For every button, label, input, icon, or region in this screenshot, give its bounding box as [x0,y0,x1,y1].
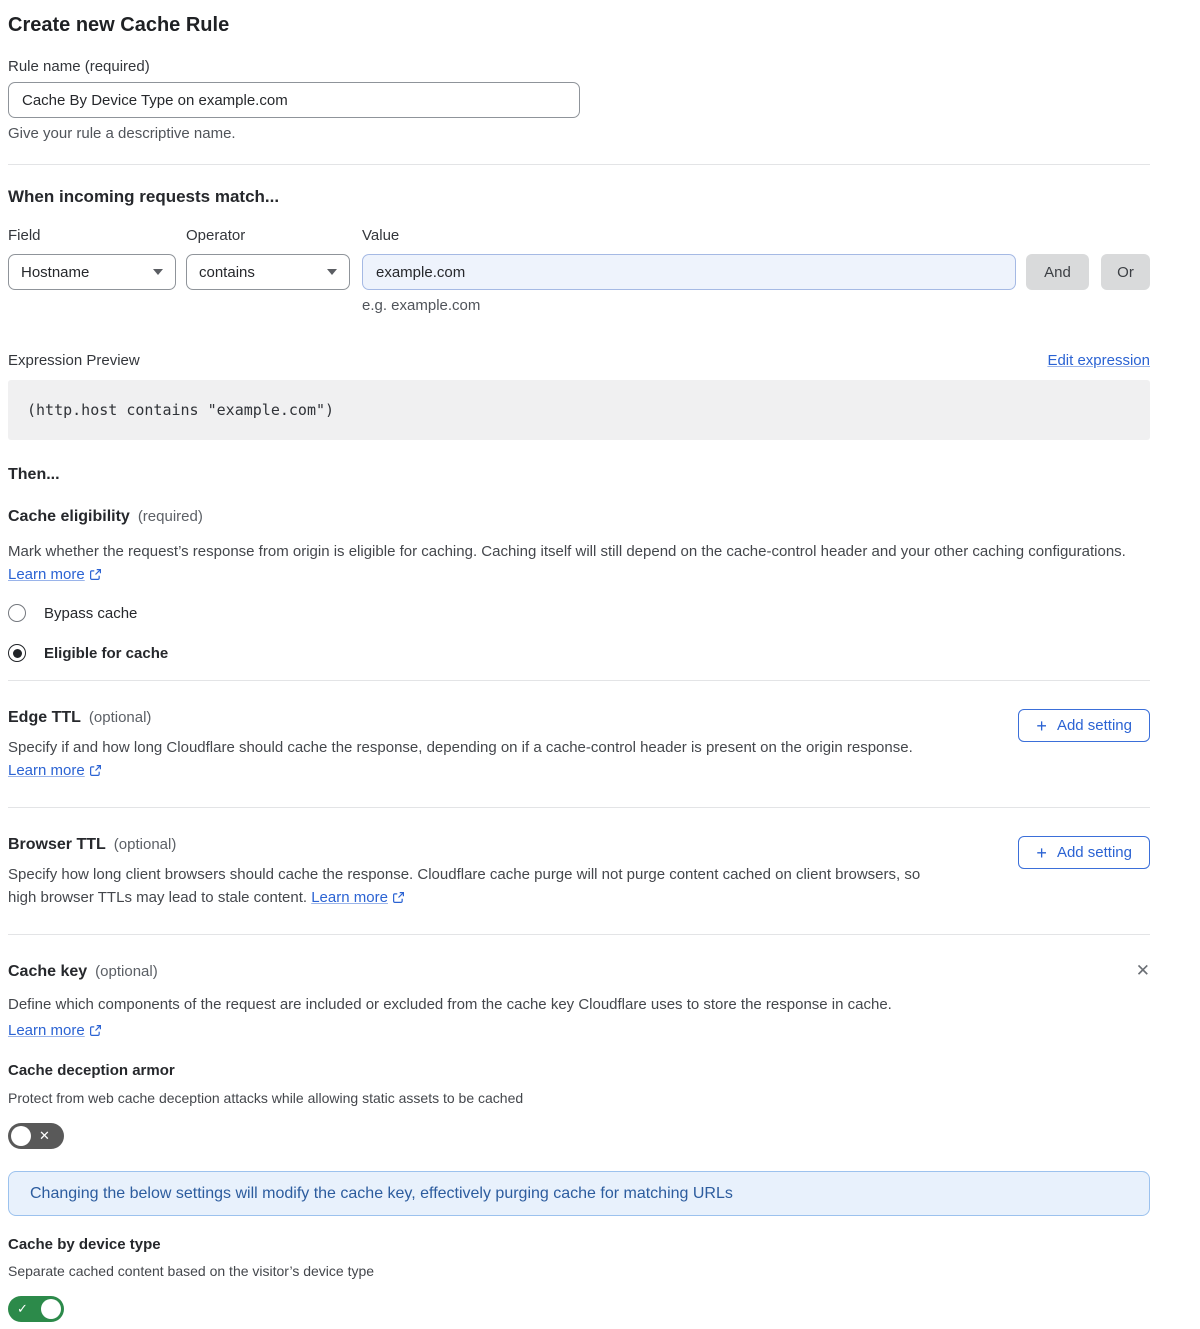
value-label: Value [362,227,400,244]
plus-icon: + [1036,842,1047,863]
cache-eligibility-learn-more-link[interactable] [8,566,102,583]
radio-option-eligible-for-cache[interactable] [8,644,1150,662]
and-button[interactable]: And [1026,254,1089,290]
plus-icon: + [1036,715,1047,736]
match-heading: When incoming requests match... [8,187,280,206]
cache-deception-armor-description: Protect from web cache deception attacks while allowing static assets to be cached [8,1090,524,1106]
cache-key-heading: Cache key [8,963,88,980]
radio-label: Bypass cache [44,604,138,622]
browser-ttl-description-text: Specify how long client browsers should cache the response. Cloudflare cache purge will not purge content cached on client browsers, so high browser TTLs may lead to stale content. [8,866,921,906]
field-select-value: Hostname [21,263,90,281]
value-hint: e.g. example.com [362,297,481,314]
expression-preview-label: Expression Preview [8,352,140,369]
learn-more-label: Learn more [311,889,388,906]
cache-by-device-type-heading: Cache by device type [8,1236,161,1253]
cache-eligibility-heading: Cache eligibility [8,508,130,525]
check-icon: ✓ [17,1301,28,1316]
cache-key-description [8,993,1150,1042]
edge-ttl-section [8,708,1150,782]
add-setting-label: Add setting [1056,717,1132,734]
expression-preview-row [8,352,1150,370]
add-setting-label: Add setting [1056,844,1132,861]
browser-ttl-section [8,835,1150,909]
cache-eligibility-description [8,540,1128,586]
cache-eligibility-description-text: Mark whether the request’s response from origin is eligible for caching. Caching itself will still depend on the cache-control header and your other caching configurations. [8,543,1126,560]
chevron-down-icon [327,269,337,275]
optional-badge: (optional) [88,709,152,726]
toggle-knob [41,1299,61,1319]
operator-select-value: contains [199,263,255,281]
cache-key-info-banner: Changing the below settings will modify the cache key, effectively purging cache for matching URLs [8,1171,1150,1216]
required-badge: (required) [137,508,203,525]
rule-name-help: Give your rule a descriptive name. [8,125,236,142]
radio-option-bypass-cache[interactable] [8,604,1150,622]
divider [8,164,1150,165]
edge-ttl-learn-more-link[interactable] [8,762,102,779]
radio-unselected-icon [8,604,26,622]
cache-eligibility-heading-row [8,507,1150,526]
browser-ttl-description [8,863,938,909]
toggle-knob [11,1126,31,1146]
learn-more-label: Learn more [8,762,85,779]
value-input[interactable] [362,254,1016,290]
edge-ttl-add-setting-button[interactable] [1018,709,1150,742]
optional-badge: (optional) [95,963,158,980]
browser-ttl-learn-more-link[interactable] [311,889,405,906]
cache-deception-armor-toggle[interactable] [8,1123,64,1149]
edge-ttl-heading: Edge TTL [8,709,81,726]
field-label: Field [8,227,41,244]
cache-by-device-type-description: Separate cached content based on the visitor’s device type [8,1263,375,1279]
edge-ttl-description [8,736,938,782]
external-link-icon [89,568,102,581]
expression-code: (http.host contains "example.com") [8,380,1150,440]
chevron-down-icon [153,269,163,275]
radio-label: Eligible for cache [44,644,169,662]
cache-key-learn-more-link[interactable] [8,1019,102,1042]
external-link-icon [89,1024,102,1037]
page-title: Create new Cache Rule [8,14,230,36]
then-heading: Then... [8,466,60,483]
divider [8,807,1150,808]
cache-by-device-type-toggle[interactable] [8,1296,64,1322]
or-button[interactable]: Or [1101,254,1150,290]
operator-select[interactable] [186,254,350,290]
learn-more-label: Learn more [8,566,85,583]
operator-label: Operator [186,227,246,244]
external-link-icon [392,891,405,904]
external-link-icon [89,764,102,777]
divider [8,680,1150,681]
field-select[interactable] [8,254,176,290]
cache-key-description-text: Define which components of the request are included or excluded from the cache key Cloudflare uses to store the response in cache. [8,996,892,1013]
divider [8,934,1150,935]
rule-name-label: Rule name (required) [8,58,150,75]
x-icon: ✕ [39,1128,50,1143]
cache-deception-armor-heading: Cache deception armor [8,1062,175,1079]
browser-ttl-heading: Browser TTL [8,836,106,853]
edge-ttl-description-text: Specify if and how long Cloudflare should cache the response, depending on if a cache-control header is present on the origin response. [8,739,913,756]
close-icon[interactable]: ✕ [1135,961,1150,980]
optional-badge: (optional) [113,836,177,853]
cache-key-section [8,962,1150,981]
edit-expression-link[interactable]: Edit expression [1047,352,1150,369]
rule-name-input[interactable] [8,82,580,118]
match-expression-row [8,227,1150,315]
browser-ttl-add-setting-button[interactable] [1018,836,1150,869]
learn-more-label: Learn more [8,1022,85,1039]
radio-selected-icon [8,644,26,662]
